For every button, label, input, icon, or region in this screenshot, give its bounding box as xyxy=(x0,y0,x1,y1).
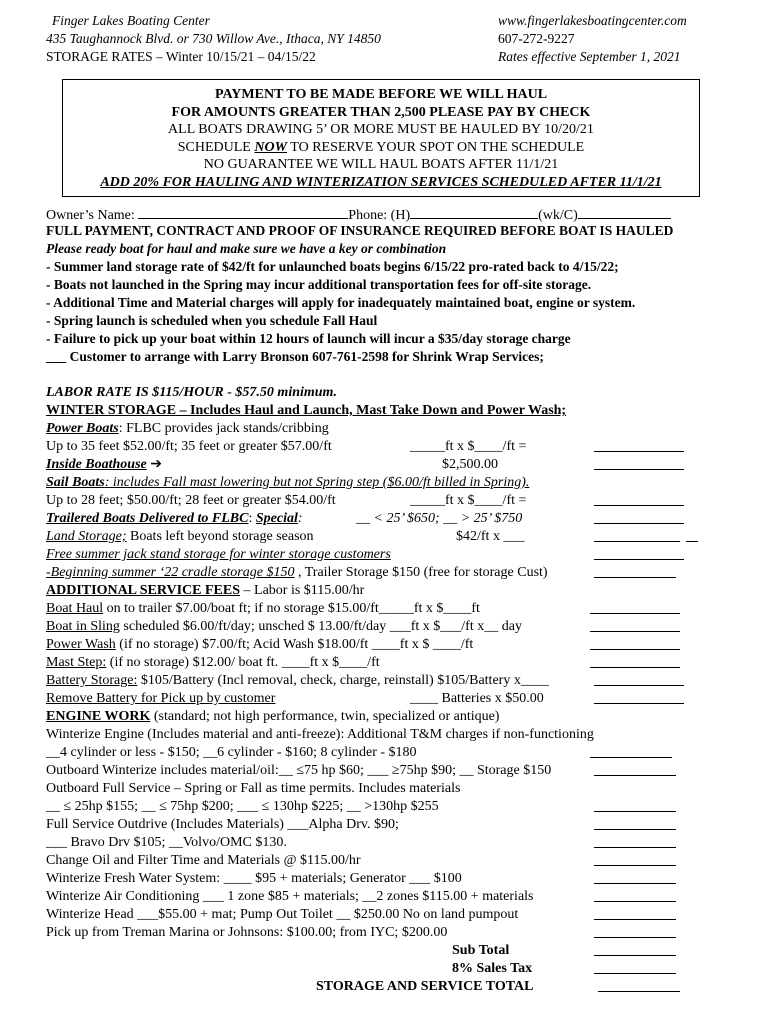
free-summer-storage: Free summer jack stand storage for winter storage customers xyxy=(46,547,391,562)
owner-name-label: Owner’s Name: xyxy=(46,208,139,223)
amount-line-subtotal[interactable] xyxy=(594,954,676,956)
battery-storage-label: Battery Storage: xyxy=(46,673,138,688)
amount-line-sail[interactable] xyxy=(594,504,684,506)
amount-line-trailered[interactable] xyxy=(594,522,684,524)
phone-work-label: (wk/C) xyxy=(538,208,578,223)
amount-line-cylinder[interactable] xyxy=(590,756,672,758)
business-name: Finger Lakes Boating Center xyxy=(52,13,210,28)
winter-storage-title: WINTER STORAGE – Includes Haul and Launch, Mast Take Down and Power Wash; xyxy=(46,403,567,418)
phone-home-field[interactable] xyxy=(410,205,538,219)
winterize-head[interactable]: Winterize Head ___$55.00 + mat; Pump Out Toilet __ $250.00 No on land pumpout xyxy=(46,907,519,922)
battery-storage-row[interactable] xyxy=(46,672,549,690)
power-boats-rate: Up to 35 feet $52.00/ft; 35 feet or greater $57.00/ft xyxy=(46,439,332,454)
owner-name-field[interactable] xyxy=(138,205,348,219)
remove-battery-calc[interactable]: ____ Batteries x $50.00 xyxy=(410,691,544,706)
winterize-engine: Winterize Engine (Includes material and anti-freeze): Additional T&M charges if non-functioning xyxy=(46,727,594,742)
notice-line-4 xyxy=(63,139,699,157)
land-storage-label: Land Storage; xyxy=(46,529,127,544)
amount-line-outboard-service[interactable] xyxy=(594,810,676,812)
special-label: Special xyxy=(255,511,298,526)
notice-line-5: NO GUARANTEE WE WILL HAUL BOATS AFTER 11/1/21 xyxy=(203,157,559,172)
battery-storage-text: $105/Battery (Incl removal, check, charge, reinstall) $105/Battery x____ xyxy=(137,673,549,688)
amount-line-wash[interactable] xyxy=(590,648,680,650)
season-dates: STORAGE RATES – Winter 10/15/21 – 04/15/22 xyxy=(46,49,316,64)
land-storage-row xyxy=(46,528,314,546)
amount-line-land-extra[interactable] xyxy=(686,540,698,542)
phone-work-field[interactable] xyxy=(578,205,671,219)
amount-line-bravo[interactable] xyxy=(594,846,676,848)
outboard-hp-options[interactable]: __ ≤ 25hp $155; __ ≤ 75hp $200; ___ ≤ 130hp $225; __ >130hp $255 xyxy=(46,799,439,814)
notice-line-4-c: TO RESERVE YOUR SPOT ON THE SCHEDULE xyxy=(287,139,585,155)
mast-step-label: Mast Step: xyxy=(46,655,107,670)
phone-home-label: Phone: (H) xyxy=(348,208,411,223)
pickup-marina: Pick up from Treman Marina or Johnsons: $100.00; from IYC; $200.00 xyxy=(46,925,448,940)
subtotal-label: Sub Total xyxy=(452,943,510,958)
amount-line-outboard-winterize[interactable] xyxy=(594,774,676,776)
amount-line-trailer-storage[interactable] xyxy=(594,576,676,578)
boat-haul-row[interactable] xyxy=(46,600,480,618)
boat-sling-label: Boat in Sling xyxy=(46,619,120,634)
amount-line-total[interactable] xyxy=(598,990,680,992)
mast-step-row[interactable] xyxy=(46,654,380,672)
land-storage-rate[interactable]: $42/ft x ___ xyxy=(456,529,525,544)
amount-line-power[interactable] xyxy=(594,450,684,452)
notice-line-1: PAYMENT TO BE MADE BEFORE WE WILL HAUL xyxy=(214,87,548,102)
phone-number: 607-272-9227 xyxy=(498,31,575,46)
additional-fees-labor: – Labor is $115.00/hr xyxy=(240,583,365,598)
power-wash-row[interactable] xyxy=(46,636,473,654)
boat-sling-text: scheduled $6.00/ft/day; unsched $ 13.00/ft/day ___ft x $___/ft x__ day xyxy=(119,619,522,634)
engine-work-desc: (standard; not high performance, twin, specialized or antique) xyxy=(150,709,500,724)
sail-boats-rate: Up to 28 feet; $50.00/ft; 28 feet or greater $54.00/ft xyxy=(46,493,336,508)
notice-line-3: ALL BOATS DRAWING 5’ OR MORE MUST BE HAULED BY 10/20/21 xyxy=(168,122,594,137)
outboard-winterize[interactable]: Outboard Winterize includes material/oil:__ ≤75 hp $60; ___ ≥75hp $90; __ Storage $150 xyxy=(46,763,552,778)
boat-sling-row[interactable] xyxy=(46,618,522,636)
amount-line-ac[interactable] xyxy=(594,900,676,902)
engine-work-title: ENGINE WORK xyxy=(46,709,151,724)
amount-line-tax[interactable] xyxy=(594,972,676,974)
power-boats-calc[interactable]: _____ft x $____/ft = xyxy=(410,439,527,454)
notice-now: NOW xyxy=(254,139,288,155)
cradle-storage-row xyxy=(46,564,548,582)
inside-boathouse-price: $2,500.00 xyxy=(442,457,498,472)
policy-ready-boat: Please ready boat for haul and make sure we have a key or combination xyxy=(46,241,447,256)
power-wash-text: (if no storage) $7.00/ft; Acid Wash $18.00/ft ____ft x $ ____/ft xyxy=(115,637,474,652)
amount-line-remove-battery[interactable] xyxy=(594,702,684,704)
remove-battery-label: Remove Battery for Pick up by customer xyxy=(46,691,276,706)
trailered-row: Trailered Boats Delivered to FLBC: Special: xyxy=(46,511,303,526)
trailer-storage: , Trailer Storage $150 (free for storage Cust) xyxy=(294,565,548,580)
power-wash-label: Power Wash xyxy=(46,637,116,652)
cylinder-options[interactable]: __4 cylinder or less - $150; __6 cylinder - $160; 8 cylinder - $180 xyxy=(46,745,417,760)
amount-line-outdrive[interactable] xyxy=(594,828,676,830)
amount-line-pickup[interactable] xyxy=(594,936,676,938)
additional-fees-title: ADDITIONAL SERVICE FEES xyxy=(46,583,241,598)
boat-haul-text: on to trailer $7.00/boat ft; if no storage $15.00/ft_____ft x $____ft xyxy=(103,601,480,616)
labor-rate: LABOR RATE IS $115/HOUR - $57.50 minimum. xyxy=(46,385,337,400)
sail-boats-label: Sail Boats xyxy=(46,475,105,490)
outdrive-service[interactable]: Full Service Outdrive (Includes Materials) ___Alpha Drv. $90; xyxy=(46,817,399,832)
amount-line-fresh-water[interactable] xyxy=(594,882,676,884)
notice-line-4-a: SCHEDULE xyxy=(177,139,255,155)
notice-line-2: FOR AMOUNTS GREATER THAN 2,500 PLEASE PAY BY CHECK xyxy=(171,104,591,120)
sail-boats-desc: : includes Fall mast lowering but not Spring step ($6.00/ft billed in Spring). xyxy=(104,475,530,490)
amount-line-land[interactable] xyxy=(594,540,680,542)
air-conditioning[interactable]: Winterize Air Conditioning ___ 1 zone $85 + materials; __2 zones $115.00 + materials xyxy=(46,889,534,904)
policy-not-launched: - Boats not launched in the Spring may incur additional transportation fees for off-site storage. xyxy=(46,277,592,292)
change-oil: Change Oil and Filter Time and Materials @ $115.00/hr xyxy=(46,853,361,868)
grand-total-label: STORAGE AND SERVICE TOTAL xyxy=(316,979,534,994)
amount-line-free[interactable] xyxy=(594,558,684,560)
notice-box xyxy=(62,79,700,197)
policy-pickup-fee: - Failure to pick up your boat within 12 hours of launch will incur a $35/day storage charge xyxy=(46,331,571,346)
cradle-storage: -Beginning summer ‘22 cradle storage $150 xyxy=(46,565,295,580)
power-boats-row xyxy=(46,420,329,438)
arrow-right-icon: ➔ xyxy=(150,457,162,472)
sail-boats-calc[interactable]: _____ft x $____/ft = xyxy=(410,493,527,508)
inside-boathouse-label: Inside Boathouse xyxy=(46,457,147,472)
notice-line-6: ADD 20% FOR HAULING AND WINTERIZATION SERVICES SCHEDULED AFTER 11/1/21 xyxy=(100,174,662,190)
business-address: 435 Taughannock Blvd. or 730 Willow Ave., Ithaca, NY 14850 xyxy=(46,31,381,46)
amount-line-battery[interactable] xyxy=(594,684,684,686)
trailered-label: Trailered Boats Delivered to FLBC xyxy=(46,511,249,526)
inside-boathouse-row xyxy=(46,456,162,474)
boat-haul-label: Boat Haul xyxy=(46,601,104,616)
policy-full-payment: FULL PAYMENT, CONTRACT AND PROOF OF INSURANCE REQUIRED BEFORE BOAT IS HAULED xyxy=(46,223,674,238)
power-boats-label: Power Boats xyxy=(46,421,119,436)
amount-line-sling[interactable] xyxy=(590,630,680,632)
amount-line-oil[interactable] xyxy=(594,864,676,866)
power-boats-desc: : FLBC provides jack stands/cribbing xyxy=(118,421,329,436)
effective-date: Rates effective September 1, 2021 xyxy=(498,49,681,64)
special-options[interactable]: __ < 25’ $650; __ > 25’ $750 xyxy=(356,511,523,526)
fresh-water-system[interactable]: Winterize Fresh Water System: ____ $95 + materials; Generator ___ $100 xyxy=(46,871,462,886)
policy-additional-charges: - Additional Time and Material charges will apply for inadequately maintained boat, engine or system. xyxy=(46,295,636,310)
amount-line-haul[interactable] xyxy=(590,612,680,614)
website-link[interactable]: www.fingerlakesboatingcenter.com xyxy=(498,13,687,28)
policy-shrink-wrap[interactable]: ___ Customer to arrange with Larry Bronson 607-761-2598 for Shrink Wrap Services; xyxy=(46,349,544,364)
engine-work-header xyxy=(46,708,499,726)
bravo-volvo-options[interactable]: ___ Bravo Drv $105; __Volvo/OMC $130. xyxy=(46,835,287,850)
policy-summer-storage: - Summer land storage rate of $42/ft for unlaunched boats begins 6/15/22 pro-rated back to 4/15/22; xyxy=(46,259,619,274)
amount-line-mast[interactable] xyxy=(590,666,680,668)
outboard-full-service: Outboard Full Service – Spring or Fall as time permits. Includes materials xyxy=(46,781,461,796)
sail-boats-row xyxy=(46,474,529,492)
additional-fees-header xyxy=(46,582,364,600)
land-storage-desc: Boats left beyond storage season xyxy=(126,529,314,544)
amount-line-head[interactable] xyxy=(594,918,676,920)
amount-line-inside[interactable] xyxy=(594,468,684,470)
policy-spring-launch: - Spring launch is scheduled when you schedule Fall Haul xyxy=(46,313,378,328)
mast-step-text: (if no storage) $12.00/ boat ft. ____ft x $____/ft xyxy=(106,655,380,670)
sales-tax-label: 8% Sales Tax xyxy=(452,961,533,976)
